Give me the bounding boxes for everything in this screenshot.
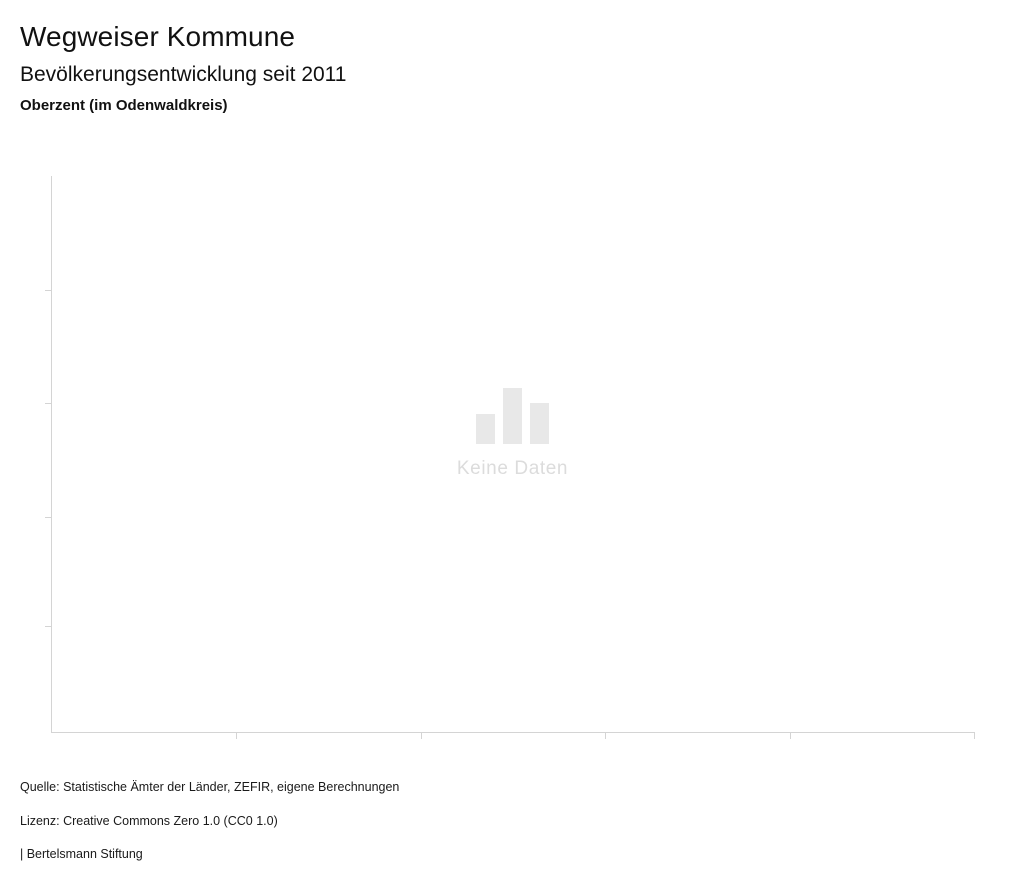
page-title: Wegweiser Kommune	[20, 21, 296, 52]
footer-brand: | Bertelsmann Stiftung	[20, 847, 143, 862]
chart-subtitle: Bevölkerungsentwicklung seit 2011	[20, 62, 347, 86]
x-axis-tick	[790, 732, 791, 739]
x-axis-tick	[605, 732, 606, 739]
chart-footer	[20, 780, 1000, 863]
x-axis-tick	[236, 732, 237, 739]
x-axis-tick	[421, 732, 422, 739]
y-axis-tick	[45, 626, 51, 627]
chart-header	[0, 0, 1024, 115]
empty-state-label: Keine Daten	[456, 458, 569, 479]
footer-license: Lizenz: Creative Commons Zero 1.0 (CC0 1.0)	[20, 813, 278, 828]
x-axis	[51, 732, 975, 733]
y-axis-tick	[45, 517, 51, 518]
y-axis-tick	[45, 290, 51, 291]
footer-source: Quelle: Statistische Ämter der Länder, ZEFIR, eigene Berechnungen	[20, 780, 400, 794]
x-axis-tick	[974, 732, 975, 739]
chart-region-label: Oberzent (im Odenwaldkreis)	[20, 96, 228, 114]
y-axis	[51, 176, 52, 732]
y-axis-tick	[45, 403, 51, 404]
bar-chart-icon	[476, 388, 550, 444]
